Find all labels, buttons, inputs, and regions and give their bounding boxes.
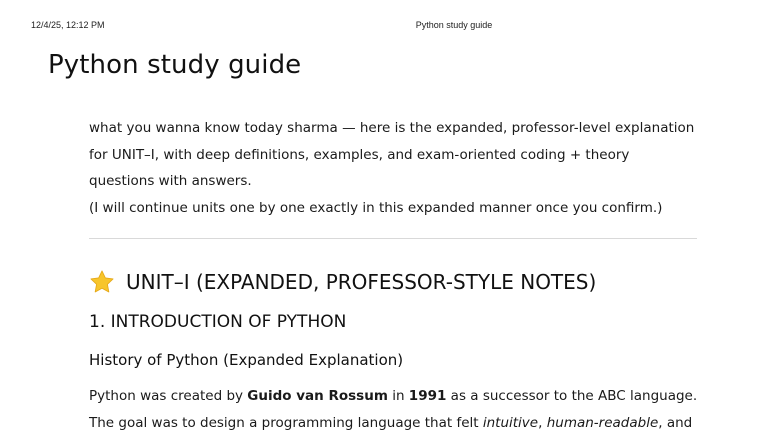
- para-text: The goal was to design a programming language that felt: [89, 414, 483, 431]
- intro-line-1: what you wanna know today sharma — here is the expanded, professor-level explanation for UNIT–I, with deep definitions, examples, and exam-oriented coding + theory questions with answers.: [89, 120, 695, 189]
- history-paragraph: [89, 383, 699, 436]
- para-italic: intuitive: [482, 414, 539, 431]
- print-datetime: 12/4/25, 12:12 PM: [31, 20, 105, 30]
- print-doc-title: Python study guide: [415, 20, 493, 30]
- para-text: Python was created by: [89, 388, 248, 404]
- para-italic: human-readable: [546, 414, 659, 431]
- para-text: in: [387, 388, 409, 404]
- para-bold-year: 1991: [408, 388, 447, 404]
- section-heading: 1. INTRODUCTION OF PYTHON: [89, 312, 347, 332]
- star-icon: [89, 269, 115, 295]
- unit-heading-text: UNIT–I (EXPANDED, PROFESSOR-STYLE NOTES): [126, 270, 597, 294]
- para-text: , and: [658, 414, 693, 431]
- para-text: ,: [538, 414, 547, 431]
- divider: [89, 238, 697, 239]
- para-text: as a successor to the ABC language.: [446, 388, 698, 404]
- intro-line-2: (I will continue units one by one exactly in this expanded manner once you confirm.): [89, 199, 663, 216]
- sub-heading: History of Python (Expanded Explanation): [89, 351, 404, 369]
- page-title: Python study guide: [48, 50, 302, 80]
- para-bold-name: Guido van Rossum: [247, 388, 388, 404]
- print-header: [0, 20, 784, 32]
- intro-paragraph: [89, 115, 699, 221]
- document-body: [89, 115, 699, 436]
- unit-heading: [89, 268, 699, 296]
